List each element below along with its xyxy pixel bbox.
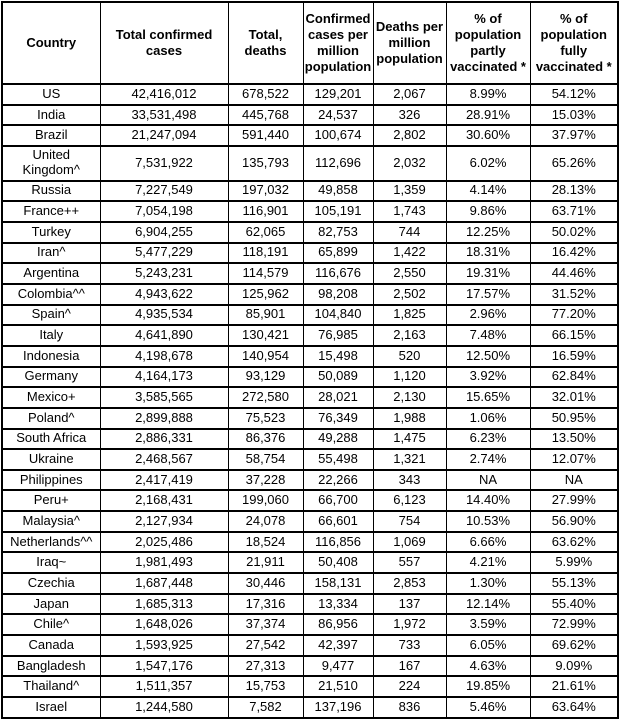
- country-cell: Philippines: [2, 470, 100, 491]
- cases-per-million-cell: 76,985: [303, 325, 373, 346]
- country-cell: Argentina: [2, 263, 100, 284]
- fully-vaccinated-cell: 13.50%: [530, 429, 618, 450]
- country-cell: India: [2, 105, 100, 126]
- header-row: [2, 2, 618, 84]
- table-row: [2, 594, 618, 615]
- partly-vaccinated-cell: NA: [446, 470, 530, 491]
- cases-per-million-cell: 66,700: [303, 490, 373, 511]
- total-deaths-cell: 58,754: [228, 449, 303, 470]
- table-row: [2, 146, 618, 181]
- table-row: [2, 656, 618, 677]
- total-deaths-cell: 15,753: [228, 676, 303, 697]
- deaths-per-million-cell: 836: [373, 697, 446, 718]
- cases-per-million-cell: 9,477: [303, 656, 373, 677]
- deaths-per-million-cell: 343: [373, 470, 446, 491]
- cases-per-million-cell: 104,840: [303, 305, 373, 326]
- partly-vaccinated-cell: 12.25%: [446, 222, 530, 243]
- total-deaths-cell: 272,580: [228, 387, 303, 408]
- table-row: [2, 222, 618, 243]
- country-cell: Spain^: [2, 305, 100, 326]
- table-row: [2, 511, 618, 532]
- total-confirmed-cases-cell: 2,417,419: [100, 470, 228, 491]
- total-confirmed-cases-cell: 7,054,198: [100, 201, 228, 222]
- deaths-per-million-cell: 2,550: [373, 263, 446, 284]
- partly-vaccinated-cell: 28.91%: [446, 105, 530, 126]
- fully-vaccinated-cell: 55.40%: [530, 594, 618, 615]
- partly-vaccinated-cell: 4.63%: [446, 656, 530, 677]
- fully-vaccinated-cell: 37.97%: [530, 125, 618, 146]
- partly-vaccinated-cell: 19.85%: [446, 676, 530, 697]
- partly-vaccinated-cell: 18.31%: [446, 243, 530, 264]
- fully-vaccinated-cell: 62.84%: [530, 367, 618, 388]
- country-cell: Germany: [2, 367, 100, 388]
- country-cell: Chile^: [2, 614, 100, 635]
- total-confirmed-cases-cell: 7,531,922: [100, 146, 228, 181]
- cases-per-million-cell: 22,266: [303, 470, 373, 491]
- total-confirmed-cases-cell: 2,899,888: [100, 408, 228, 429]
- table-row: [2, 325, 618, 346]
- deaths-per-million-cell: 2,130: [373, 387, 446, 408]
- total-deaths-cell: 591,440: [228, 125, 303, 146]
- table-row: [2, 387, 618, 408]
- fully-vaccinated-cell: 56.90%: [530, 511, 618, 532]
- partly-vaccinated-cell: 9.86%: [446, 201, 530, 222]
- col-header-total-deaths: Total, deaths: [228, 2, 303, 84]
- table-body: [2, 84, 618, 718]
- fully-vaccinated-cell: 77.20%: [530, 305, 618, 326]
- deaths-per-million-cell: 1,988: [373, 408, 446, 429]
- country-cell: Poland^: [2, 408, 100, 429]
- cases-per-million-cell: 98,208: [303, 284, 373, 305]
- total-confirmed-cases-cell: 1,687,448: [100, 573, 228, 594]
- total-confirmed-cases-cell: 2,886,331: [100, 429, 228, 450]
- total-confirmed-cases-cell: 5,477,229: [100, 243, 228, 264]
- deaths-per-million-cell: 733: [373, 635, 446, 656]
- cases-per-million-cell: 105,191: [303, 201, 373, 222]
- total-deaths-cell: 17,316: [228, 594, 303, 615]
- fully-vaccinated-cell: 55.13%: [530, 573, 618, 594]
- fully-vaccinated-cell: 32.01%: [530, 387, 618, 408]
- country-cell: Colombia^^: [2, 284, 100, 305]
- total-confirmed-cases-cell: 1,981,493: [100, 552, 228, 573]
- partly-vaccinated-cell: 12.14%: [446, 594, 530, 615]
- total-deaths-cell: 125,962: [228, 284, 303, 305]
- table-row: [2, 635, 618, 656]
- cases-per-million-cell: 28,021: [303, 387, 373, 408]
- deaths-per-million-cell: 557: [373, 552, 446, 573]
- cases-per-million-cell: 66,601: [303, 511, 373, 532]
- cases-per-million-cell: 42,397: [303, 635, 373, 656]
- cases-per-million-cell: 65,899: [303, 243, 373, 264]
- table-row: [2, 181, 618, 202]
- country-cell: Brazil: [2, 125, 100, 146]
- col-header-country: Country: [2, 2, 100, 84]
- total-confirmed-cases-cell: 2,468,567: [100, 449, 228, 470]
- partly-vaccinated-cell: 10.53%: [446, 511, 530, 532]
- deaths-per-million-cell: 1,743: [373, 201, 446, 222]
- table-row: [2, 263, 618, 284]
- total-deaths-cell: 85,901: [228, 305, 303, 326]
- country-cell: Israel: [2, 697, 100, 718]
- country-cell: Turkey: [2, 222, 100, 243]
- total-confirmed-cases-cell: 4,164,173: [100, 367, 228, 388]
- deaths-per-million-cell: 1,825: [373, 305, 446, 326]
- fully-vaccinated-cell: 63.71%: [530, 201, 618, 222]
- fully-vaccinated-cell: 50.02%: [530, 222, 618, 243]
- deaths-per-million-cell: 2,502: [373, 284, 446, 305]
- fully-vaccinated-cell: 31.52%: [530, 284, 618, 305]
- table-row: [2, 243, 618, 264]
- fully-vaccinated-cell: 63.64%: [530, 697, 618, 718]
- country-cell: Canada: [2, 635, 100, 656]
- partly-vaccinated-cell: 8.99%: [446, 84, 530, 105]
- total-deaths-cell: 140,954: [228, 346, 303, 367]
- total-deaths-cell: 24,078: [228, 511, 303, 532]
- partly-vaccinated-cell: 2.96%: [446, 305, 530, 326]
- total-deaths-cell: 86,376: [228, 429, 303, 450]
- partly-vaccinated-cell: 17.57%: [446, 284, 530, 305]
- partly-vaccinated-cell: 15.65%: [446, 387, 530, 408]
- table-row: [2, 367, 618, 388]
- total-confirmed-cases-cell: 4,641,890: [100, 325, 228, 346]
- country-cell: Thailand^: [2, 676, 100, 697]
- col-header-fully-vaccinated: % of population fully vaccinated *: [530, 2, 618, 84]
- deaths-per-million-cell: 2,853: [373, 573, 446, 594]
- table-row: [2, 429, 618, 450]
- country-cell: Peru+: [2, 490, 100, 511]
- total-confirmed-cases-cell: 4,943,622: [100, 284, 228, 305]
- total-deaths-cell: 27,313: [228, 656, 303, 677]
- total-confirmed-cases-cell: 7,227,549: [100, 181, 228, 202]
- deaths-per-million-cell: 2,032: [373, 146, 446, 181]
- total-confirmed-cases-cell: 2,025,486: [100, 532, 228, 553]
- total-deaths-cell: 37,374: [228, 614, 303, 635]
- partly-vaccinated-cell: 1.06%: [446, 408, 530, 429]
- partly-vaccinated-cell: 1.30%: [446, 573, 530, 594]
- partly-vaccinated-cell: 4.21%: [446, 552, 530, 573]
- country-cell: Iran^: [2, 243, 100, 264]
- partly-vaccinated-cell: 5.46%: [446, 697, 530, 718]
- country-cell: Malaysia^: [2, 511, 100, 532]
- total-deaths-cell: 18,524: [228, 532, 303, 553]
- total-confirmed-cases-cell: 6,904,255: [100, 222, 228, 243]
- table-row: [2, 573, 618, 594]
- cases-per-million-cell: 129,201: [303, 84, 373, 105]
- table-row: [2, 105, 618, 126]
- deaths-per-million-cell: 1,972: [373, 614, 446, 635]
- fully-vaccinated-cell: 44.46%: [530, 263, 618, 284]
- partly-vaccinated-cell: 12.50%: [446, 346, 530, 367]
- fully-vaccinated-cell: 15.03%: [530, 105, 618, 126]
- cases-per-million-cell: 50,089: [303, 367, 373, 388]
- country-cell: France++: [2, 201, 100, 222]
- total-confirmed-cases-cell: 5,243,231: [100, 263, 228, 284]
- partly-vaccinated-cell: 6.23%: [446, 429, 530, 450]
- country-cell: South Africa: [2, 429, 100, 450]
- country-cell: Bangladesh: [2, 656, 100, 677]
- total-confirmed-cases-cell: 2,168,431: [100, 490, 228, 511]
- total-deaths-cell: 678,522: [228, 84, 303, 105]
- fully-vaccinated-cell: 54.12%: [530, 84, 618, 105]
- total-confirmed-cases-cell: 1,511,357: [100, 676, 228, 697]
- col-header-deaths-per-million: Deaths per million population: [373, 2, 446, 84]
- partly-vaccinated-cell: 30.60%: [446, 125, 530, 146]
- cases-per-million-cell: 24,537: [303, 105, 373, 126]
- partly-vaccinated-cell: 7.48%: [446, 325, 530, 346]
- table-row: [2, 676, 618, 697]
- country-cell: Czechia: [2, 573, 100, 594]
- cases-per-million-cell: 21,510: [303, 676, 373, 697]
- total-deaths-cell: 93,129: [228, 367, 303, 388]
- table-row: [2, 125, 618, 146]
- partly-vaccinated-cell: 19.31%: [446, 263, 530, 284]
- fully-vaccinated-cell: 21.61%: [530, 676, 618, 697]
- total-deaths-cell: 37,228: [228, 470, 303, 491]
- deaths-per-million-cell: 1,359: [373, 181, 446, 202]
- col-header-partly-vaccinated: % of population partly vaccinated *: [446, 2, 530, 84]
- total-confirmed-cases-cell: 1,244,580: [100, 697, 228, 718]
- total-deaths-cell: 7,582: [228, 697, 303, 718]
- deaths-per-million-cell: 2,802: [373, 125, 446, 146]
- total-deaths-cell: 62,065: [228, 222, 303, 243]
- country-cell: US: [2, 84, 100, 105]
- table-row: [2, 408, 618, 429]
- country-cell: Iraq~: [2, 552, 100, 573]
- deaths-per-million-cell: 1,475: [373, 429, 446, 450]
- partly-vaccinated-cell: 6.66%: [446, 532, 530, 553]
- table-row: [2, 201, 618, 222]
- deaths-per-million-cell: 520: [373, 346, 446, 367]
- deaths-per-million-cell: 754: [373, 511, 446, 532]
- total-confirmed-cases-cell: 4,198,678: [100, 346, 228, 367]
- total-deaths-cell: 118,191: [228, 243, 303, 264]
- col-header-cases-per-million: Confirmed cases per million population: [303, 2, 373, 84]
- covid-stats-table: [1, 1, 619, 719]
- fully-vaccinated-cell: 50.95%: [530, 408, 618, 429]
- country-cell: United Kingdom^: [2, 146, 100, 181]
- cases-per-million-cell: 76,349: [303, 408, 373, 429]
- total-confirmed-cases-cell: 1,547,176: [100, 656, 228, 677]
- deaths-per-million-cell: 1,321: [373, 449, 446, 470]
- total-deaths-cell: 135,793: [228, 146, 303, 181]
- total-deaths-cell: 197,032: [228, 181, 303, 202]
- partly-vaccinated-cell: 6.05%: [446, 635, 530, 656]
- deaths-per-million-cell: 744: [373, 222, 446, 243]
- partly-vaccinated-cell: 4.14%: [446, 181, 530, 202]
- total-confirmed-cases-cell: 2,127,934: [100, 511, 228, 532]
- table-row: [2, 284, 618, 305]
- deaths-per-million-cell: 326: [373, 105, 446, 126]
- deaths-per-million-cell: 1,120: [373, 367, 446, 388]
- country-cell: Japan: [2, 594, 100, 615]
- cases-per-million-cell: 49,858: [303, 181, 373, 202]
- deaths-per-million-cell: 224: [373, 676, 446, 697]
- total-confirmed-cases-cell: 21,247,094: [100, 125, 228, 146]
- total-confirmed-cases-cell: 1,593,925: [100, 635, 228, 656]
- fully-vaccinated-cell: 72.99%: [530, 614, 618, 635]
- cases-per-million-cell: 112,696: [303, 146, 373, 181]
- fully-vaccinated-cell: 27.99%: [530, 490, 618, 511]
- country-cell: Ukraine: [2, 449, 100, 470]
- table-row: [2, 449, 618, 470]
- cases-per-million-cell: 137,196: [303, 697, 373, 718]
- deaths-per-million-cell: 1,422: [373, 243, 446, 264]
- table-row: [2, 532, 618, 553]
- partly-vaccinated-cell: 3.92%: [446, 367, 530, 388]
- fully-vaccinated-cell: 9.09%: [530, 656, 618, 677]
- total-confirmed-cases-cell: 1,648,026: [100, 614, 228, 635]
- deaths-per-million-cell: 167: [373, 656, 446, 677]
- cases-per-million-cell: 50,408: [303, 552, 373, 573]
- fully-vaccinated-cell: 66.15%: [530, 325, 618, 346]
- fully-vaccinated-cell: 16.42%: [530, 243, 618, 264]
- table-row: [2, 470, 618, 491]
- deaths-per-million-cell: 6,123: [373, 490, 446, 511]
- fully-vaccinated-cell: 65.26%: [530, 146, 618, 181]
- partly-vaccinated-cell: 14.40%: [446, 490, 530, 511]
- country-cell: Mexico+: [2, 387, 100, 408]
- partly-vaccinated-cell: 2.74%: [446, 449, 530, 470]
- cases-per-million-cell: 116,676: [303, 263, 373, 284]
- col-header-total-confirmed-cases: Total confirmed cases: [100, 2, 228, 84]
- fully-vaccinated-cell: 28.13%: [530, 181, 618, 202]
- cases-per-million-cell: 86,956: [303, 614, 373, 635]
- cases-per-million-cell: 82,753: [303, 222, 373, 243]
- cases-per-million-cell: 100,674: [303, 125, 373, 146]
- total-deaths-cell: 116,901: [228, 201, 303, 222]
- country-cell: Russia: [2, 181, 100, 202]
- total-confirmed-cases-cell: 3,585,565: [100, 387, 228, 408]
- fully-vaccinated-cell: 5.99%: [530, 552, 618, 573]
- cases-per-million-cell: 13,334: [303, 594, 373, 615]
- fully-vaccinated-cell: 16.59%: [530, 346, 618, 367]
- country-cell: Indonesia: [2, 346, 100, 367]
- partly-vaccinated-cell: 6.02%: [446, 146, 530, 181]
- cases-per-million-cell: 116,856: [303, 532, 373, 553]
- fully-vaccinated-cell: 12.07%: [530, 449, 618, 470]
- table-row: [2, 552, 618, 573]
- cases-per-million-cell: 49,288: [303, 429, 373, 450]
- cases-per-million-cell: 15,498: [303, 346, 373, 367]
- total-confirmed-cases-cell: 1,685,313: [100, 594, 228, 615]
- table-row: [2, 614, 618, 635]
- fully-vaccinated-cell: NA: [530, 470, 618, 491]
- country-cell: Netherlands^^: [2, 532, 100, 553]
- total-deaths-cell: 445,768: [228, 105, 303, 126]
- table-row: [2, 84, 618, 105]
- deaths-per-million-cell: 2,067: [373, 84, 446, 105]
- total-deaths-cell: 21,911: [228, 552, 303, 573]
- cases-per-million-cell: 55,498: [303, 449, 373, 470]
- total-confirmed-cases-cell: 42,416,012: [100, 84, 228, 105]
- cases-per-million-cell: 158,131: [303, 573, 373, 594]
- total-deaths-cell: 75,523: [228, 408, 303, 429]
- deaths-per-million-cell: 2,163: [373, 325, 446, 346]
- total-deaths-cell: 30,446: [228, 573, 303, 594]
- table-row: [2, 697, 618, 718]
- total-deaths-cell: 114,579: [228, 263, 303, 284]
- table-row: [2, 490, 618, 511]
- deaths-per-million-cell: 137: [373, 594, 446, 615]
- deaths-per-million-cell: 1,069: [373, 532, 446, 553]
- total-deaths-cell: 130,421: [228, 325, 303, 346]
- table-row: [2, 305, 618, 326]
- partly-vaccinated-cell: 3.59%: [446, 614, 530, 635]
- table-row: [2, 346, 618, 367]
- total-deaths-cell: 27,542: [228, 635, 303, 656]
- total-confirmed-cases-cell: 33,531,498: [100, 105, 228, 126]
- fully-vaccinated-cell: 69.62%: [530, 635, 618, 656]
- total-deaths-cell: 199,060: [228, 490, 303, 511]
- country-cell: Italy: [2, 325, 100, 346]
- total-confirmed-cases-cell: 4,935,534: [100, 305, 228, 326]
- fully-vaccinated-cell: 63.62%: [530, 532, 618, 553]
